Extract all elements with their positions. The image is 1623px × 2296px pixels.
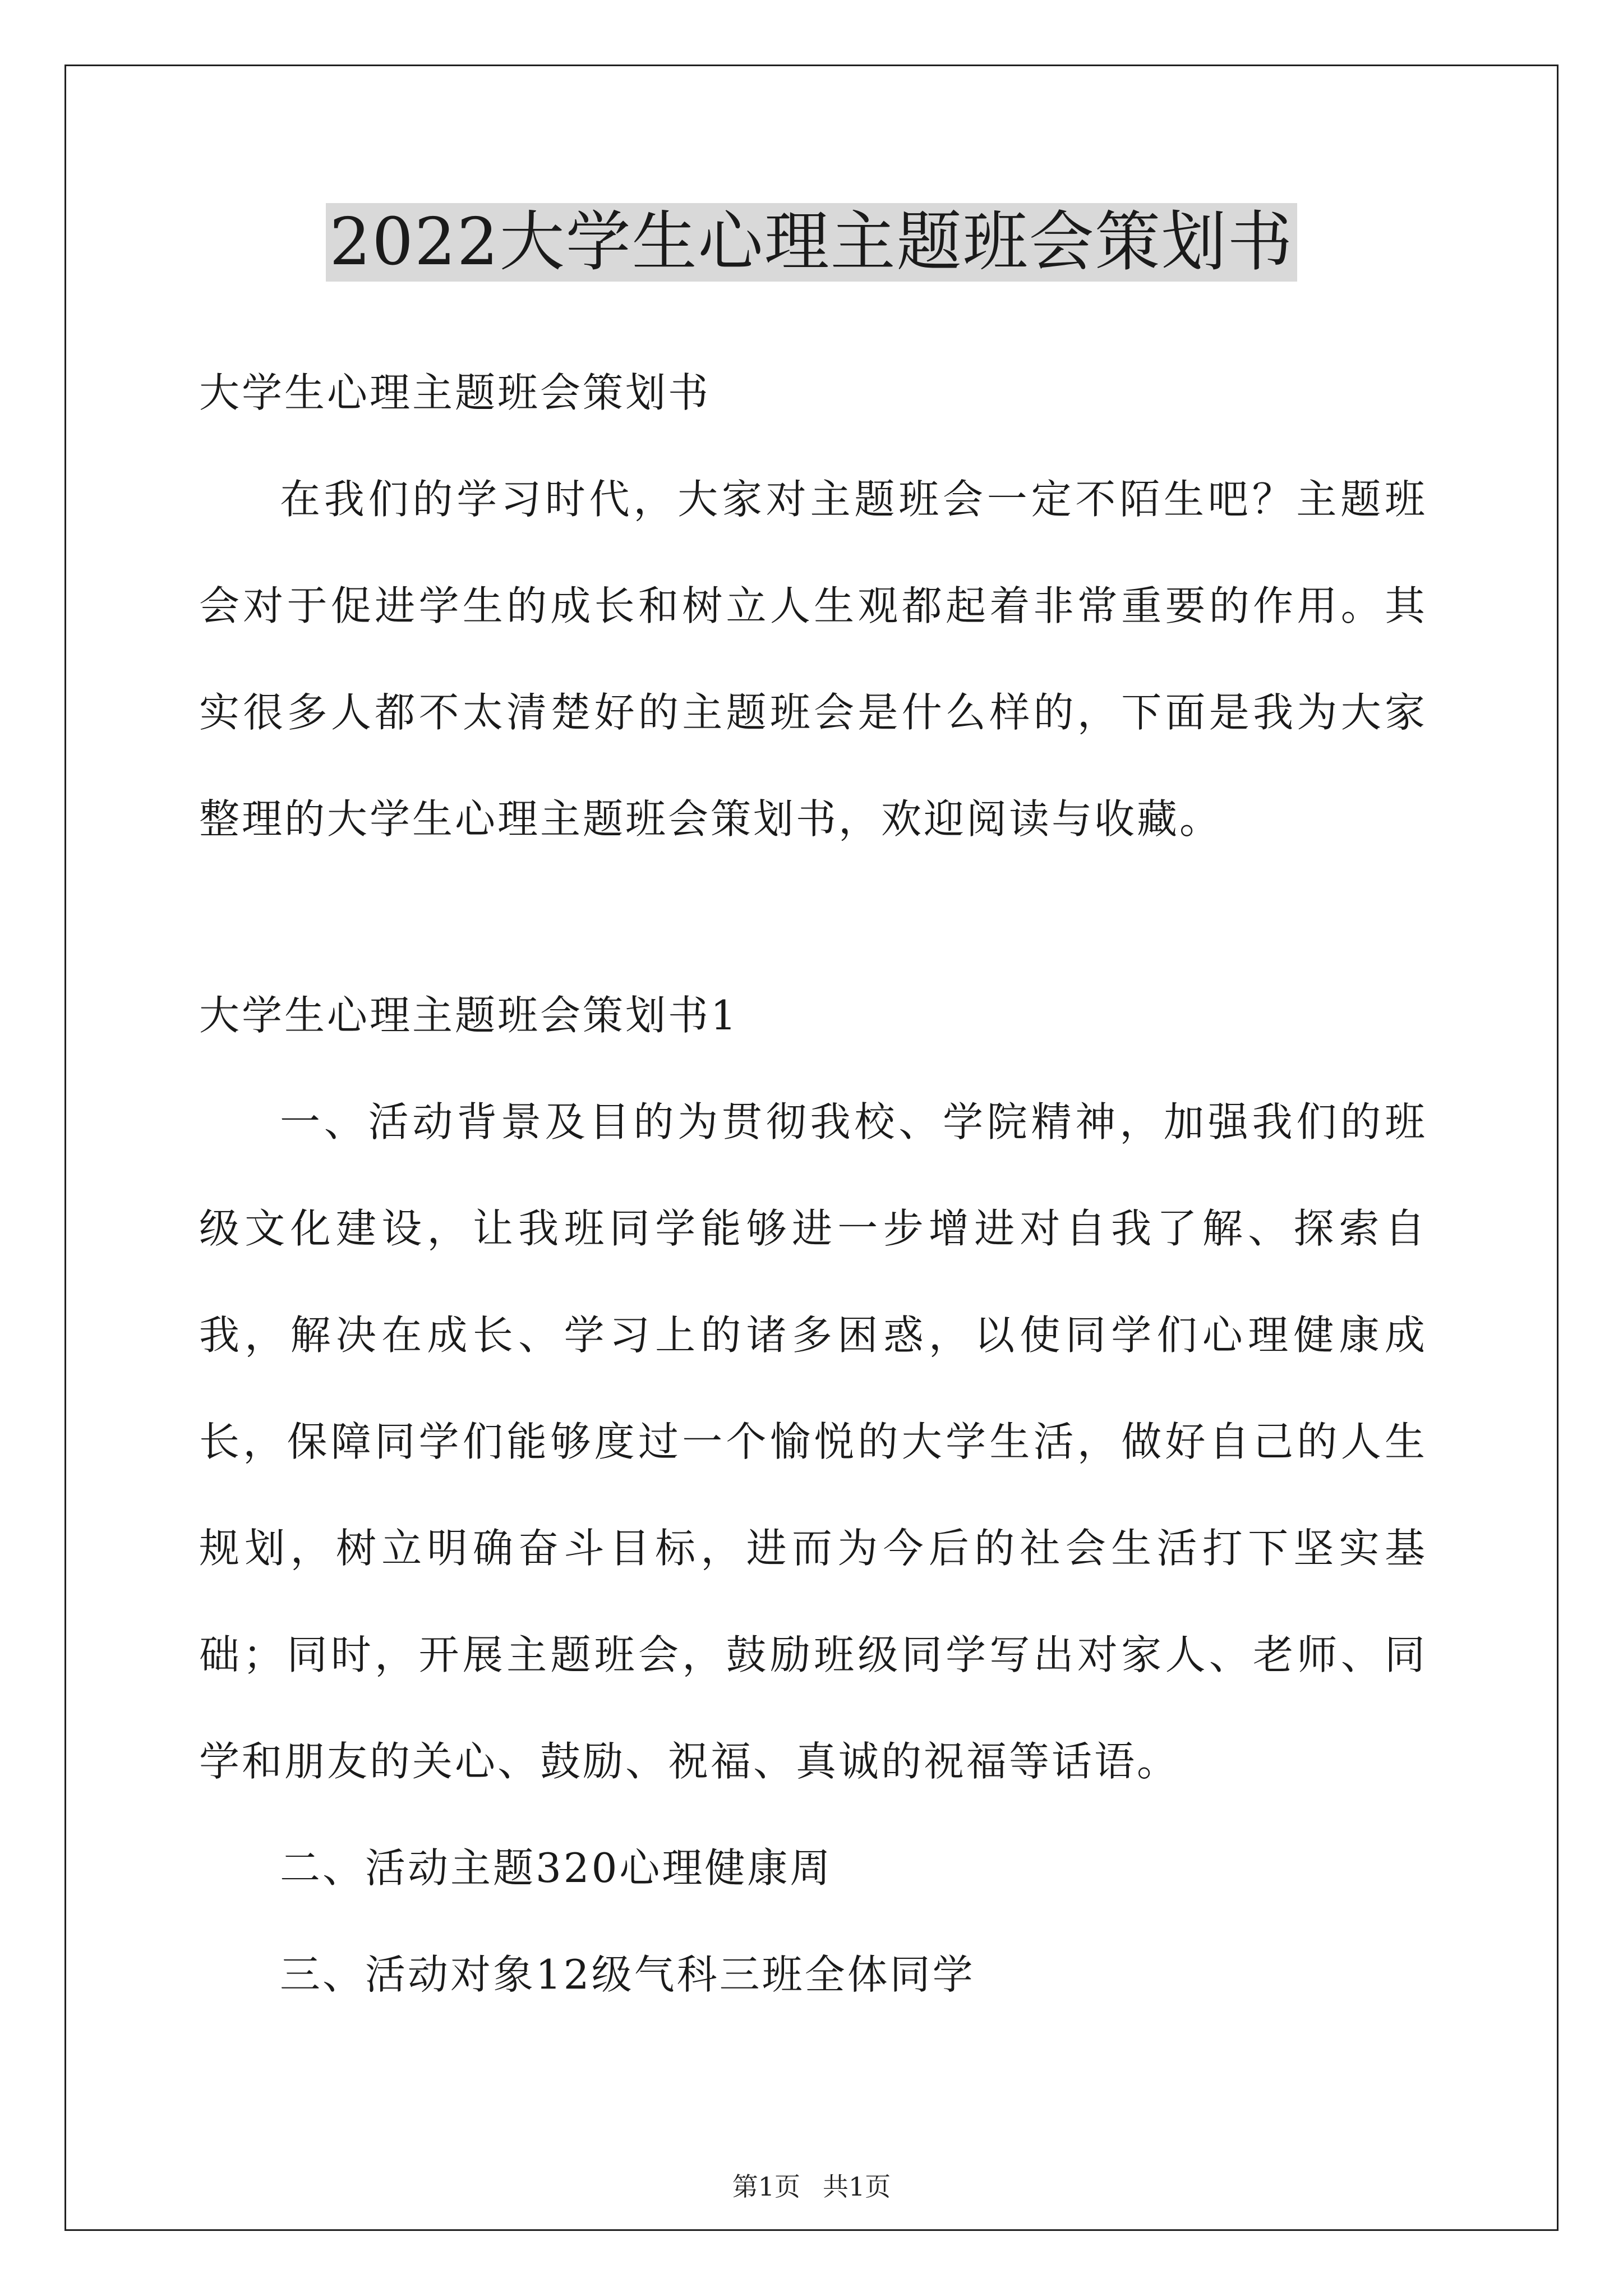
page-number-current: 第1页 xyxy=(732,2171,800,2202)
audience-paragraph: 三、活动对象12级气科三班全体同学 xyxy=(280,1951,975,1998)
document-subtitle: 大学生心理主题班会策划书 xyxy=(199,369,711,416)
intro-paragraph: 在我们的学习时代，大家对主题班会一定不陌生吧？主题班会对于促进学生的成长和树立人生观都起着非常重要的作用。其实很多人都不太清楚好的主题班会是什么样的，下面是我为大家整理的大学生心理主题班会策划书，欢迎阅读与收藏。 xyxy=(199,476,1427,843)
section-title: 大学生心理主题班会策划书1 xyxy=(199,992,739,1039)
document-body xyxy=(199,339,1427,2028)
section-spacer xyxy=(199,872,1427,962)
document-title: 2022大学生心理主题班会策划书 xyxy=(326,203,1297,282)
page-number-total: 共1页 xyxy=(823,2171,891,2202)
theme-paragraph: 二、活动主题320心理健康周 xyxy=(280,1844,833,1892)
title-container xyxy=(0,203,1623,282)
page-footer xyxy=(0,2170,1623,2203)
background-paragraph: 一、活动背景及目的为贯彻我校、学院精神，加强我们的班级文化建设，让我班同学能够进一步增进对自我了解、探索自我，解决在成长、学习上的诸多困惑，以使同学们心理健康成长，保障同学们能够度过一个愉悦的大学生活，做好自己的人生规划，树立明确奋斗目标，进而为今后的社会生活打下坚实基础；同时，开展主题班会，鼓励班级同学写出对家人、老师、同学和朋友的关心、鼓励、祝福、真诚的祝福等话语。 xyxy=(199,1098,1427,1785)
